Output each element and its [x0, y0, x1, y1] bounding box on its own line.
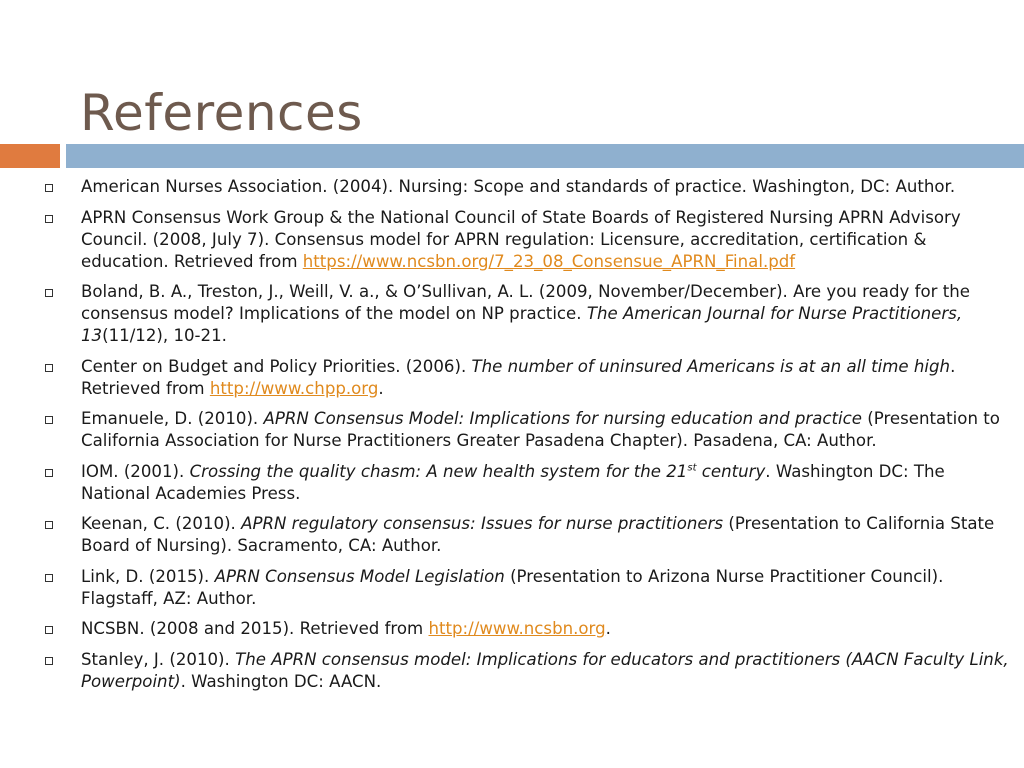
reference-link[interactable]: https://www.ncsbn.org/7_23_08_Consensue_APRN_Final.pdf: [302, 251, 796, 271]
square-bullet-icon: [45, 657, 53, 665]
reference-item-emanuele: [42, 408, 1017, 452]
square-bullet-icon: [45, 521, 53, 529]
square-bullet-icon: [45, 469, 53, 477]
square-bullet-icon: [45, 626, 53, 634]
reference-item-aprn-consensus: [42, 207, 1017, 273]
reference-text: American Nurses Association. (2004). Nursing: Scope and standards of practice. Washington, DC: Author.: [81, 177, 956, 196]
reference-text: Emanuele, D. (2010). APRN Consensus Model: Implications for nursing education and practice (Presentation to California Association for Nurse Practitioners Greater Pasadena Chapter). Pasadena, CA: Author.: [81, 409, 1000, 450]
reference-item-iom: [42, 461, 1017, 505]
reference-item-boland: [42, 281, 1017, 347]
square-bullet-icon: [45, 574, 53, 582]
reference-text: APRN Consensus Work Group & the National Council of State Boards of Registered Nursing APRN Advisory Council. (2008, July 7). Consensus model for APRN regulation: Licensure, accreditation, certification & education. Retrieved from https://www.ncsbn.org/7_23_08_Consensue_APRN_Final.pdf: [81, 207, 961, 271]
reference-text: Stanley, J. (2010). The APRN consensus model: Implications for educators and practitioners (AACN Faculty Link, Powerpoint). Washington DC: AACN.: [81, 649, 1009, 691]
square-bullet-icon: [45, 364, 53, 372]
square-bullet-icon: [45, 289, 53, 297]
square-bullet-icon: [45, 416, 53, 424]
reference-text: IOM. (2001). Crossing the quality chasm: A new health system for the 21st century. Washington DC: The National Academies Press.: [81, 461, 945, 503]
reference-item-stanley: [42, 649, 1017, 693]
reference-list: [42, 176, 1017, 701]
accent-bar-blue: [66, 144, 1024, 168]
accent-bar-orange: [0, 144, 60, 168]
reference-link[interactable]: http://www.ncsbn.org: [428, 619, 606, 638]
reference-link[interactable]: http://www.chpp.org: [209, 378, 379, 398]
reference-item-ana: [42, 176, 1017, 198]
reference-item-link: [42, 566, 1017, 610]
reference-text: NCSBN. (2008 and 2015). Retrieved from http://www.ncsbn.org.: [81, 619, 611, 638]
square-bullet-icon: [45, 215, 53, 223]
reference-text: Keenan, C. (2010). APRN regulatory consensus: Issues for nurse practitioners (Presentation to California State Board of Nursing). Sacramento, CA: Author.: [81, 514, 995, 555]
reference-item-ncsbn: [42, 618, 1017, 640]
reference-item-cbpp: [42, 356, 1017, 400]
reference-text: Link, D. (2015). APRN Consensus Model Legislation (Presentation to Arizona Nurse Practitioner Council). Flagstaff, AZ: Author.: [81, 566, 944, 608]
reference-text: Boland, B. A., Treston, J., Weill, V. a., & O’Sullivan, A. L. (2009, November/December). Are you ready for the consensus model? Implications of the model on NP practice. The American Journal for Nurse Practitioners, 13(11/12), 10-21.: [81, 282, 970, 345]
reference-text: Center on Budget and Policy Priorities. (2006). The number of uninsured Americans is at an all time high. Retrieved from http://www.chpp.org.: [81, 356, 956, 398]
square-bullet-icon: [45, 184, 53, 192]
reference-item-keenan: [42, 513, 1017, 557]
page-title: References: [80, 83, 363, 142]
